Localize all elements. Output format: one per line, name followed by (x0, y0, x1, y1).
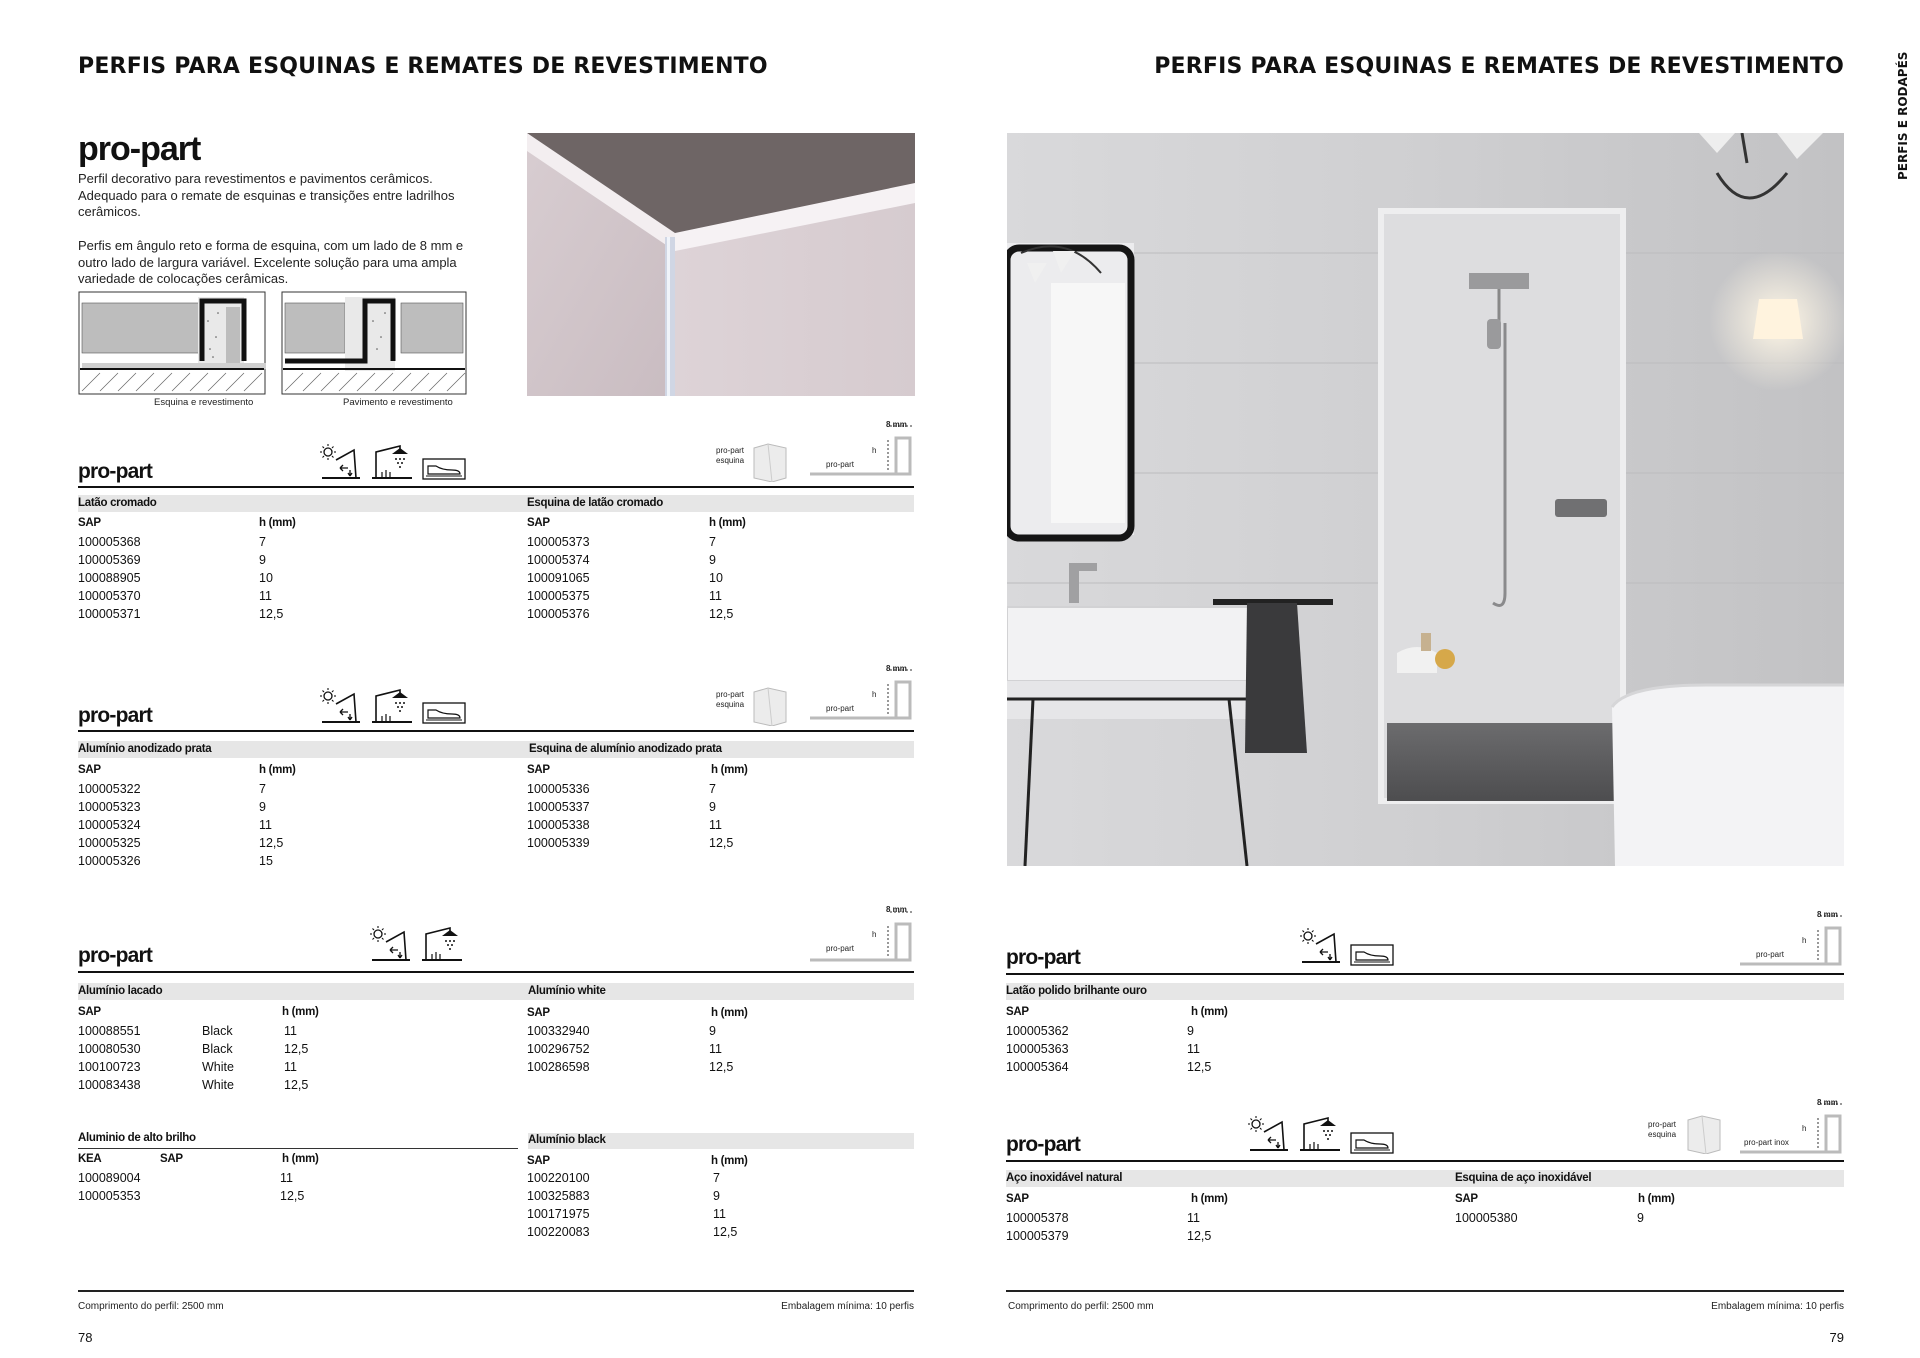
col-h: h (mm) (259, 764, 296, 776)
table-cell: 100005376 (527, 607, 590, 621)
table-cell: 100296752 (527, 1042, 590, 1056)
table-cell: 9 (709, 1024, 716, 1038)
table-cell: 100005337 (527, 800, 590, 814)
table-cell: 9 (1187, 1024, 1194, 1038)
sun-exterior-icon (320, 688, 364, 724)
table-cell: 10 (259, 571, 273, 585)
table-cell: 7 (713, 1171, 720, 1185)
diagram-1-caption: Esquina e revestimento (154, 397, 254, 408)
table-cell: 11 (280, 1171, 293, 1185)
table-cell: 10 (709, 571, 723, 585)
col-sap: SAP (527, 1007, 550, 1019)
table-cell: 100091065 (527, 571, 590, 585)
table-cell: 11 (709, 1042, 722, 1056)
table-cell: 100005362 (1006, 1024, 1069, 1038)
dim-8mm: 8 mm (1817, 1098, 1838, 1107)
table-cell: 11 (709, 818, 722, 832)
table-cell: 100005323 (78, 800, 141, 814)
section-title-2: pro-part (78, 704, 153, 727)
corner-profile-icon (1684, 1114, 1724, 1154)
col-h: h (mm) (259, 517, 296, 529)
table-cell: 15 (259, 854, 273, 868)
floor-traffic-icon (1350, 1132, 1394, 1154)
footer-rule-left (78, 1290, 914, 1292)
divider (78, 730, 914, 732)
material-label: Aço inoxidável natural (1006, 1172, 1123, 1184)
diagram-2-caption: Pavimento e revestimento (343, 397, 453, 408)
table-cell: 12,5 (259, 836, 284, 850)
table-cell: 11 (713, 1207, 726, 1221)
product-photo-corner (527, 133, 915, 396)
dim-h: h (1802, 1124, 1807, 1133)
table-cell: 100005325 (78, 836, 141, 850)
dim-8mm: 8 mm (886, 905, 907, 914)
page-number-right: 79 (1829, 1330, 1844, 1345)
table-cell: 100005336 (527, 782, 590, 796)
table-cell: 11 (284, 1024, 297, 1038)
sun-exterior-icon (1300, 928, 1344, 964)
col-h: h (mm) (1191, 1193, 1228, 1205)
profile-label: pro-part (826, 704, 855, 713)
col-sap: SAP (1455, 1193, 1478, 1205)
col-sap: SAP (160, 1153, 183, 1165)
material-label: Latão cromado (78, 497, 157, 509)
corner-profile-icon (750, 442, 790, 482)
table-cell: 100005368 (78, 535, 141, 549)
col-h: h (mm) (1191, 1006, 1228, 1018)
page-number-left: 78 (78, 1330, 93, 1345)
table-cell: 11 (259, 818, 272, 832)
table-cell: 100005380 (1455, 1211, 1518, 1225)
table-cell: 11 (259, 589, 272, 603)
table-cell: 100005369 (78, 553, 141, 567)
material-label: Alumínio lacado (78, 985, 163, 997)
table-cell: 100088905 (78, 571, 141, 585)
table-cell: 7 (259, 782, 266, 796)
table-cell: 100088551 (78, 1024, 141, 1038)
table-cell: White (202, 1060, 234, 1074)
profile-label: pro-part (826, 460, 855, 469)
table-cell: 12,5 (709, 607, 734, 621)
table-cell: 11 (1187, 1042, 1200, 1056)
sun-exterior-icon (370, 926, 414, 962)
table-cell: 9 (709, 800, 716, 814)
divider (78, 1148, 518, 1149)
corner-profile-label: pro-part esquina (1648, 1120, 1677, 1139)
col-sap: SAP (1006, 1193, 1029, 1205)
side-tab: PERFIS E RODAPÉS (1896, 51, 1910, 180)
table-cell: 100325883 (527, 1189, 590, 1203)
footer-packaging-left: Embalagem mínima: 10 perfis (781, 1301, 914, 1312)
dim-h: h (1802, 936, 1807, 945)
dim-8mm: 8 mm (886, 664, 907, 673)
table-cell: 12,5 (1187, 1229, 1212, 1243)
divider (1006, 973, 1844, 975)
table-cell: 100220100 (527, 1171, 590, 1185)
dim-h: h (872, 930, 877, 939)
section-title-3: pro-part (78, 944, 153, 967)
corner-profile-label: pro-part esquina (716, 446, 745, 465)
dim-8mm: 8 mm (1817, 910, 1838, 919)
section-title-1: pro-part (78, 460, 153, 483)
table-cell: White (202, 1078, 234, 1092)
diagram-floor-wall (281, 291, 467, 395)
table-cell: 7 (709, 782, 716, 796)
divider (1006, 1160, 1844, 1162)
col-h: h (mm) (282, 1153, 319, 1165)
page-title-left: PERFIS PARA ESQUINAS E REMATES DE REVESTIMENTO (78, 54, 768, 79)
table-cell: 100005374 (527, 553, 590, 567)
corner-profile-icon (750, 686, 790, 726)
table-cell: 7 (709, 535, 716, 549)
table-cell: 100005378 (1006, 1211, 1069, 1225)
material-label: Esquina de latão cromado (527, 497, 663, 509)
table-cell: 11 (709, 589, 722, 603)
table-cell: Black (202, 1042, 233, 1056)
page-title-right: PERFIS PARA ESQUINAS E REMATES DE REVESTIMENTO (1154, 54, 1844, 79)
profile-label-inox: pro-part inox (1744, 1138, 1789, 1147)
col-h: h (mm) (711, 1007, 748, 1019)
col-sap: SAP (78, 764, 101, 776)
floor-traffic-icon (422, 702, 466, 724)
table-cell: 100005364 (1006, 1060, 1069, 1074)
material-label: Esquina de alumínio anodizado prata (529, 743, 722, 755)
table-cell: 100005322 (78, 782, 141, 796)
col-sap: SAP (78, 517, 101, 529)
floor-traffic-icon (422, 458, 466, 480)
intro-paragraph-1: Perfil decorativo para revestimentos e pavimentos cerâmicos. Adequado para o remate de esquinas e transições entre ladrilhos cerâmicos. (78, 171, 455, 219)
table-cell: 100005375 (527, 589, 590, 603)
col-sap: SAP (527, 1155, 550, 1167)
table-cell: 100005363 (1006, 1042, 1069, 1056)
band (78, 983, 914, 1000)
divider (78, 486, 914, 488)
material-label: Aluminio de alto brilho (78, 1132, 196, 1144)
table-cell: 100005373 (527, 535, 590, 549)
shower-icon (372, 688, 412, 724)
table-cell: 11 (284, 1060, 297, 1074)
table-cell: 12,5 (280, 1189, 305, 1203)
material-label: Esquina de aço inoxidável (1455, 1172, 1592, 1184)
table-cell: 12,5 (713, 1225, 738, 1239)
col-h: h (mm) (709, 517, 746, 529)
sun-exterior-icon (1248, 1116, 1292, 1152)
col-kea: KEA (78, 1153, 102, 1165)
shower-icon (372, 444, 412, 480)
section-title-5: pro-part (1006, 1133, 1081, 1156)
table-cell: 100005338 (527, 818, 590, 832)
material-label: Alumínio white (528, 985, 606, 997)
divider (78, 971, 914, 973)
corner-profile-label: pro-part esquina (716, 690, 745, 709)
col-h: h (mm) (711, 1155, 748, 1167)
table-cell: 9 (1637, 1211, 1644, 1225)
table-cell: 100220083 (527, 1225, 590, 1239)
table-cell: 100005371 (78, 607, 141, 621)
table-cell: 12,5 (284, 1042, 309, 1056)
footer-length-left: Comprimento do perfil: 2500 mm (78, 1301, 224, 1312)
table-cell: 12,5 (259, 607, 284, 621)
col-sap: SAP (1006, 1006, 1029, 1018)
floor-traffic-icon (1350, 944, 1394, 966)
dim-h: h (872, 690, 877, 699)
material-label: Alumínio anodizado prata (78, 743, 212, 755)
col-h: h (mm) (711, 764, 748, 776)
table-cell: 100286598 (527, 1060, 590, 1074)
footer-packaging-right: Embalagem mínima: 10 perfis (1711, 1301, 1844, 1312)
section-title-4: pro-part (1006, 946, 1081, 969)
table-cell: 100005324 (78, 818, 141, 832)
table-cell: 12,5 (1187, 1060, 1212, 1074)
table-cell: 100089004 (78, 1171, 141, 1185)
table-cell: 100100723 (78, 1060, 141, 1074)
profile-label: pro-part (1756, 950, 1785, 959)
band (78, 495, 914, 512)
material-label: Alumínio black (528, 1134, 606, 1146)
table-cell: 7 (259, 535, 266, 549)
material-label: Latão polido brilhante ouro (1006, 985, 1147, 997)
table-cell: 12,5 (709, 1060, 734, 1074)
bathroom-photo (1007, 133, 1844, 866)
diagram-corner-wall (78, 291, 266, 395)
col-sap: SAP (527, 517, 550, 529)
band (1006, 1170, 1844, 1187)
footer-rule-right (1006, 1290, 1844, 1292)
table-cell: 12,5 (284, 1078, 309, 1092)
sun-exterior-icon (320, 444, 364, 480)
table-cell: 9 (259, 553, 266, 567)
col-h: h (mm) (282, 1006, 319, 1018)
shower-icon (422, 926, 462, 962)
profile-label: pro-part (826, 944, 855, 953)
table-cell: Black (202, 1024, 233, 1038)
table-cell: 100005326 (78, 854, 141, 868)
col-h: h (mm) (1638, 1193, 1675, 1205)
footer-length-right: Comprimento do perfil: 2500 mm (1008, 1301, 1154, 1312)
intro-title: pro-part (78, 130, 201, 168)
table-cell: 100005339 (527, 836, 590, 850)
dim-8mm: 8 mm (886, 420, 907, 429)
table-cell: 11 (1187, 1211, 1200, 1225)
table-cell: 9 (709, 553, 716, 567)
table-cell: 100080530 (78, 1042, 141, 1056)
table-cell: 12,5 (709, 836, 734, 850)
dim-h: h (872, 446, 877, 455)
col-sap: SAP (78, 1006, 101, 1018)
table-cell: 9 (713, 1189, 720, 1203)
table-cell: 100005379 (1006, 1229, 1069, 1243)
col-sap: SAP (527, 764, 550, 776)
table-cell: 100332940 (527, 1024, 590, 1038)
table-cell: 100005353 (78, 1189, 141, 1203)
table-cell: 100005370 (78, 589, 141, 603)
intro-paragraph-2: Perfis em ângulo reto e forma de esquina, com um lado de 8 mm e outro lado de largura variável. Excelente solução para uma ampla variedade de colocações cerâmicas. (78, 238, 464, 286)
table-cell: 100171975 (527, 1207, 590, 1221)
table-cell: 100083438 (78, 1078, 141, 1092)
shower-icon (1300, 1116, 1340, 1152)
table-cell: 9 (259, 800, 266, 814)
